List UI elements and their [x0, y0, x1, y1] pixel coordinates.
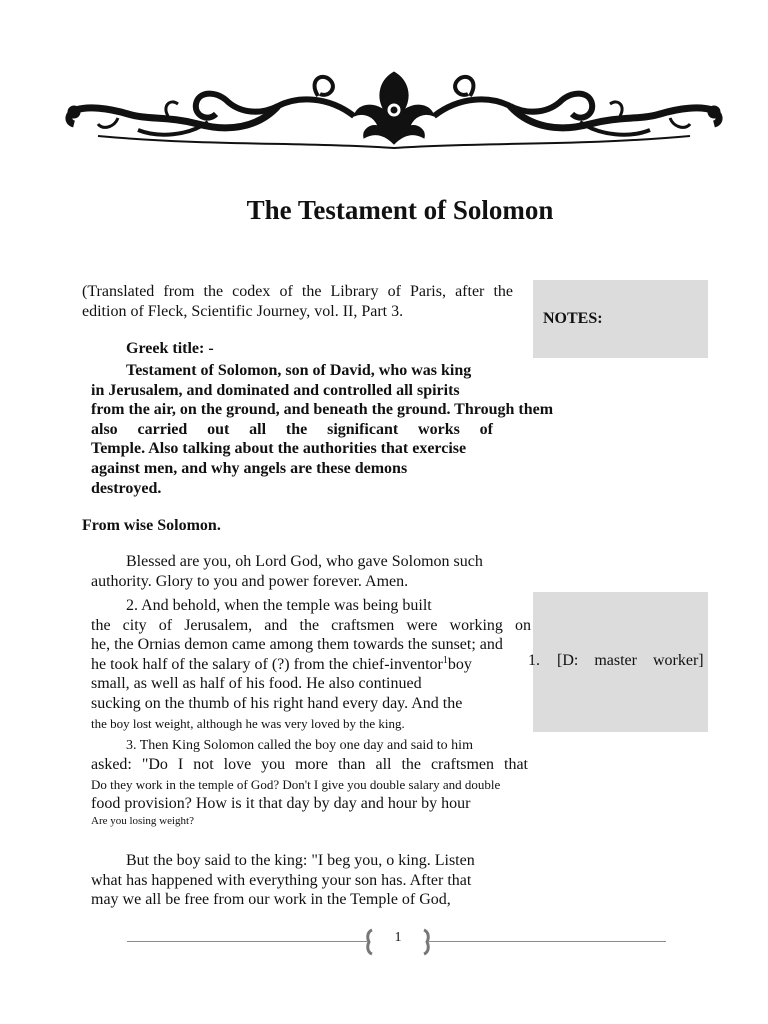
paragraph-3 — [91, 736, 555, 828]
footnote-word: [D: — [557, 652, 579, 669]
greek-title-text — [91, 361, 586, 498]
paragraph-line: food provision? How is it that day by day and hour by hour — [91, 795, 471, 813]
paragraph-line — [91, 655, 531, 675]
document-title: The Testament of Solomon — [246, 195, 554, 225]
paragraph-line: the city of Jerusalem, and the craftsmen were working on — [91, 616, 531, 634]
paragraph-line: he, the Ornias demon came among them towards the sunset; and — [91, 636, 503, 654]
greek-title-line: Testament of Solomon, son of David, who was king — [126, 362, 472, 379]
footer-rule-right — [429, 941, 666, 942]
footnote-number: 1. — [528, 652, 540, 669]
paragraph-line: Do they work in the temple of God? Don't I give you double salary and double — [91, 776, 501, 792]
greek-title-label: Greek title: - — [126, 340, 214, 357]
paragraph-line-text: boy — [447, 655, 472, 673]
footnote-word: worker] — [652, 652, 704, 669]
footnote-text — [528, 652, 704, 670]
paragraph-line: small, as well as half of his food. He also continued — [91, 675, 422, 693]
paragraph-line: Blessed are you, oh Lord God, who gave Solomon such — [126, 553, 483, 570]
paragraph-1 — [91, 552, 483, 591]
greek-title-line: from the air, on the ground, and beneath the ground. Through them — [91, 401, 554, 419]
paragraph-line-text: he took half of the salary of (?) from the chief-inventor — [91, 655, 443, 673]
notes-sidebar-box — [533, 280, 708, 358]
greek-title-line: against men, and why angels are these demons — [91, 459, 408, 477]
greek-title-line: in Jerusalem, and dominated and controlled all spirits — [91, 381, 460, 399]
page-number: 1 — [394, 930, 402, 945]
paragraph-line: 2. And behold, when the temple was being built — [126, 597, 432, 614]
footnote-word: master — [594, 652, 637, 669]
greek-title-line: Temple. Also talking about the authorities that exercise — [91, 440, 467, 458]
greek-title-line: destroyed. — [91, 479, 162, 497]
footnote-marker[interactable]: 1 — [442, 654, 448, 666]
paragraph-line: Are you losing weight? — [91, 814, 194, 827]
greek-title-line: also carried out all the significant works of — [91, 420, 493, 438]
paragraph-line: But the boy said to the king: "I beg you, o king. Listen — [126, 852, 475, 869]
notes-label: NOTES: — [543, 310, 603, 327]
intro-line: (Translated from the codex of the Library of Paris, after the — [82, 283, 513, 300]
footer-rule-left — [127, 941, 367, 942]
ornamental-header-flourish — [58, 66, 730, 150]
paragraph-line: 3. Then King Solomon called the boy one day and said to him — [126, 738, 473, 753]
paragraph-line: asked: "Do I not love you more than all the craftsmen that — [91, 756, 528, 773]
paragraph-line: may we all be free from our work in the Temple of God, — [91, 891, 451, 909]
paragraph-line: the boy lost weight, although he was very loved by the king. — [91, 715, 405, 731]
paragraph-2 — [91, 596, 531, 733]
intro-line: edition of Fleck, Scientific Journey, vol. II, Part 3. — [82, 302, 404, 320]
paragraph-line: authority. Glory to you and power forever. Amen. — [91, 572, 409, 590]
paragraph-line: sucking on the thumb of his right hand every day. And the — [91, 694, 463, 712]
intro-paragraph — [82, 282, 513, 321]
from-line: From wise Solomon. — [82, 517, 221, 534]
paragraph-line: what has happened with everything your son has. After that — [91, 871, 472, 889]
paragraph-4 — [91, 851, 475, 910]
